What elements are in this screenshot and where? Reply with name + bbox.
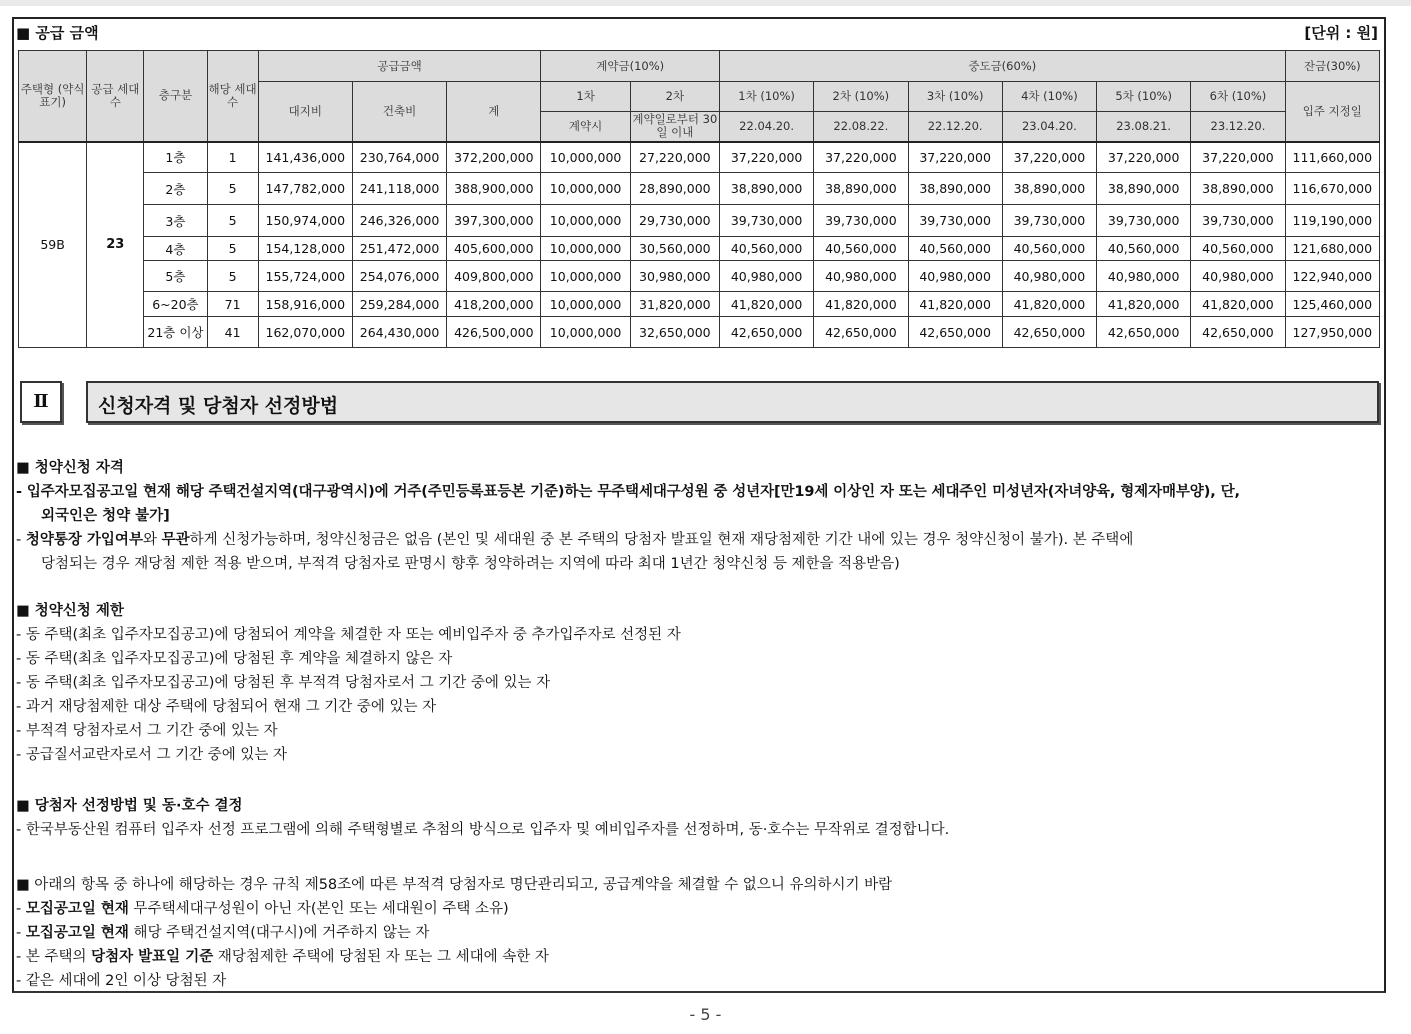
amount-cell: 41,820,000	[1097, 292, 1191, 317]
amount-cell: 39,730,000	[1002, 205, 1096, 237]
floor-cell: 2층	[144, 173, 207, 205]
amount-cell: 38,890,000	[719, 173, 813, 205]
text: 해당 주택건설지역(대구시)에 거주하지 않는 자	[128, 925, 430, 941]
col-contract-1-when: 계약시	[541, 112, 630, 142]
amount-cell: 127,950,000	[1285, 317, 1379, 348]
amount-cell: 10,000,000	[541, 237, 630, 261]
list-item: - 동 주택(최초 입주자모집공고)에 당첨된 후 계약을 체결하지 않은 자	[16, 651, 453, 667]
col-middle-6-date: 23.12.20.	[1191, 112, 1285, 142]
amount-cell: 40,980,000	[1097, 261, 1191, 292]
amount-cell: 264,430,000	[352, 317, 446, 348]
type-cell: 59B	[19, 142, 87, 348]
list-item: - 동 주택(최초 입주자모집공고)에 당첨되어 계약을 체결한 자 또는 예비입주자 중 추가입주자로 선정된 자	[16, 627, 681, 643]
amount-cell: 32,650,000	[630, 317, 719, 348]
amount-cell: 10,000,000	[541, 142, 630, 173]
col-balance: 잔금(30%)	[1285, 51, 1379, 82]
amount-cell: 251,472,000	[352, 237, 446, 261]
amount-cell: 38,890,000	[1002, 173, 1096, 205]
amount-cell: 38,890,000	[1097, 173, 1191, 205]
col-middle-5-date: 23.08.21.	[1097, 112, 1191, 142]
text: 무주택세대구성원이 아닌 자(본인 또는 세대원이 주택 소유)	[128, 901, 509, 917]
amount-cell: 259,284,000	[352, 292, 446, 317]
amount-cell: 41,820,000	[1191, 292, 1285, 317]
list-item: - 과거 재당첨제한 대상 주택에 당첨되어 현재 그 기간 중에 있는 자	[16, 699, 437, 715]
amount-cell: 29,730,000	[630, 205, 719, 237]
units-cell: 5	[207, 261, 258, 292]
amount-cell: 37,220,000	[719, 142, 813, 173]
units-cell: 5	[207, 205, 258, 237]
text: - 본 주택의	[16, 949, 92, 965]
amount-cell: 119,190,000	[1285, 205, 1379, 237]
amount-cell: 158,916,000	[258, 292, 352, 317]
chapter-title-box	[86, 381, 1379, 423]
amount-cell: 405,600,000	[447, 237, 541, 261]
amount-cell: 30,980,000	[630, 261, 719, 292]
qualification-section	[16, 456, 1378, 576]
amount-cell: 37,220,000	[1191, 142, 1285, 173]
table-row	[19, 317, 1380, 348]
amount-cell: 162,070,000	[258, 317, 352, 348]
col-units: 해당 세대수	[207, 51, 258, 142]
floor-cell: 3층	[144, 205, 207, 237]
amount-cell: 41,820,000	[719, 292, 813, 317]
section-title: ■ 공급 금액	[16, 24, 99, 42]
list-item	[16, 945, 1378, 969]
amount-cell: 125,460,000	[1285, 292, 1379, 317]
units-cell: 1	[207, 142, 258, 173]
col-middle-2-date: 22.08.22.	[814, 112, 908, 142]
amount-cell: 42,650,000	[719, 317, 813, 348]
amount-cell: 38,890,000	[1191, 173, 1285, 205]
amount-cell: 426,500,000	[447, 317, 541, 348]
qualification-heading: ■ 청약신청 자격	[16, 460, 124, 476]
supply-units-cell: 23	[87, 142, 144, 348]
amount-cell: 230,764,000	[352, 142, 446, 173]
amount-cell: 254,076,000	[352, 261, 446, 292]
unit-label: [단위 : 원]	[1304, 24, 1378, 42]
table-row	[19, 173, 1380, 205]
amount-cell: 150,974,000	[258, 205, 352, 237]
list-item	[16, 921, 1378, 945]
col-balance-when: 입주 지정일	[1285, 82, 1379, 142]
amount-cell: 122,940,000	[1285, 261, 1379, 292]
selection-heading: ■ 당첨자 선정방법 및 동·호수 결정	[16, 798, 243, 814]
units-cell: 41	[207, 317, 258, 348]
units-cell: 71	[207, 292, 258, 317]
table-row	[19, 237, 1380, 261]
amount-cell: 246,326,000	[352, 205, 446, 237]
supply-price-table	[18, 50, 1380, 348]
amount-cell: 10,000,000	[541, 261, 630, 292]
list-item: - 같은 세대에 2인 이상 당첨된 자	[16, 973, 227, 989]
col-contract-1: 1차	[541, 82, 630, 112]
amount-cell: 39,730,000	[1191, 205, 1285, 237]
col-middle-1-date: 22.04.20.	[719, 112, 813, 142]
col-building: 건축비	[352, 82, 446, 142]
amount-cell: 39,730,000	[1097, 205, 1191, 237]
amount-cell: 42,650,000	[1097, 317, 1191, 348]
amount-cell: 41,820,000	[814, 292, 908, 317]
list-item: - 공급질서교란자로서 그 기간 중에 있는 자	[16, 747, 288, 763]
amount-cell: 388,900,000	[447, 173, 541, 205]
floor-cell: 6~20층	[144, 292, 207, 317]
amount-cell: 38,890,000	[814, 173, 908, 205]
col-total: 계	[447, 82, 541, 142]
amount-cell: 241,118,000	[352, 173, 446, 205]
list-item: - 한국부동산원 컴퓨터 입주자 선정 프로그램에 의해 주택형별로 추첨의 방식으로 입주자 및 예비입주자를 선정하며, 동·호수는 무작위로 결정합니다.	[16, 822, 950, 838]
amount-cell: 116,670,000	[1285, 173, 1379, 205]
amount-cell: 27,220,000	[630, 142, 719, 173]
dash: -	[16, 925, 26, 941]
supply-price-header	[16, 22, 1378, 44]
amount-cell: 409,800,000	[447, 261, 541, 292]
emphasis: 당첨자 발표일 기준	[91, 949, 214, 965]
qualification-line-1: - 입주자모집공고일 현재 해당 주택건설지역(대구광역시)에 거주(주민등록표등본 기준)하는 무주택세대구성원 중 성년자[만19세 이상인 자 또는 세대주인 미성년자(자녀양육, 형제자매부양), 단,	[16, 484, 1240, 500]
amount-cell: 40,560,000	[814, 237, 908, 261]
col-contract-2-when: 계약일로부터 30일 이내	[630, 112, 719, 142]
amount-cell: 154,128,000	[258, 237, 352, 261]
dash: -	[16, 901, 26, 917]
amount-cell: 42,650,000	[1002, 317, 1096, 348]
col-supply-amount: 공급금액	[258, 51, 541, 82]
col-middle-5: 5차 (10%)	[1097, 82, 1191, 112]
amount-cell: 39,730,000	[814, 205, 908, 237]
amount-cell: 40,980,000	[814, 261, 908, 292]
amount-cell: 121,680,000	[1285, 237, 1379, 261]
floor-cell: 21층 이상	[144, 317, 207, 348]
amount-cell: 40,560,000	[1097, 237, 1191, 261]
dash: -	[16, 532, 26, 548]
amount-cell: 10,000,000	[541, 205, 630, 237]
amount-cell: 42,650,000	[1191, 317, 1285, 348]
chapter-numeral: Ⅱ	[20, 381, 62, 423]
amount-cell: 42,650,000	[814, 317, 908, 348]
col-middle-3-date: 22.12.20.	[908, 112, 1002, 142]
page-number: - 5 -	[689, 1005, 722, 1024]
amount-cell: 40,980,000	[1191, 261, 1285, 292]
amount-cell: 40,560,000	[1002, 237, 1096, 261]
list-item: - 동 주택(최초 입주자모집공고)에 당첨된 후 부적격 당첨자로서 그 기간 중에 있는 자	[16, 675, 551, 691]
text: 재당첨제한 주택에 당첨된 자 또는 그 세대에 속한 자	[213, 949, 549, 965]
amount-cell: 42,650,000	[908, 317, 1002, 348]
selection-section	[16, 794, 1378, 842]
table-row	[19, 292, 1380, 317]
floor-cell: 1층	[144, 142, 207, 173]
list-item: - 부적격 당첨자로서 그 기간 중에 있는 자	[16, 723, 278, 739]
amount-cell: 30,560,000	[630, 237, 719, 261]
amount-cell: 37,220,000	[814, 142, 908, 173]
table-row	[19, 142, 1380, 173]
col-middle-6: 6차 (10%)	[1191, 82, 1285, 112]
amount-cell: 37,220,000	[908, 142, 1002, 173]
emphasis: 청약통장 가입여부	[25, 532, 143, 548]
amount-cell: 111,660,000	[1285, 142, 1379, 173]
floor-cell: 5층	[144, 261, 207, 292]
floor-cell: 4층	[144, 237, 207, 261]
ineligible-section	[16, 873, 1378, 993]
text: 하게 신청가능하며, 청약신청금은 없음 (본인 및 세대원 중 본 주택의 당첨자 발표일 현재 재당첨제한 기간 내에 있는 경우 청약신청이 불가). 본 주택에	[189, 532, 1134, 548]
col-land: 대지비	[258, 82, 352, 142]
amount-cell: 38,890,000	[908, 173, 1002, 205]
col-middle-1: 1차 (10%)	[719, 82, 813, 112]
amount-cell: 39,730,000	[719, 205, 813, 237]
table-row	[19, 261, 1380, 292]
amount-cell: 40,980,000	[719, 261, 813, 292]
amount-cell: 40,560,000	[1191, 237, 1285, 261]
amount-cell: 40,980,000	[1002, 261, 1096, 292]
col-middle-4: 4차 (10%)	[1002, 82, 1096, 112]
col-middle-3: 3차 (10%)	[908, 82, 1002, 112]
amount-cell: 28,890,000	[630, 173, 719, 205]
amount-cell: 10,000,000	[541, 317, 630, 348]
col-middle-4-date: 23.04.20.	[1002, 112, 1096, 142]
price-table-body	[19, 142, 1380, 348]
ineligible-heading: ■ 아래의 항목 중 하나에 해당하는 경우 규칙 제58조에 따른 부적격 당첨자로 명단관리되고, 공급계약을 체결할 수 없으니 유의하시기 바람	[16, 877, 893, 893]
amount-cell: 372,200,000	[447, 142, 541, 173]
amount-cell: 31,820,000	[630, 292, 719, 317]
list-item	[16, 897, 1378, 921]
col-type: 주택형 (약식표기)	[19, 51, 87, 142]
amount-cell: 155,724,000	[258, 261, 352, 292]
restriction-section	[16, 599, 1378, 767]
qualification-line-2	[16, 528, 1378, 552]
amount-cell: 397,300,000	[447, 205, 541, 237]
amount-cell: 10,000,000	[541, 292, 630, 317]
units-cell: 5	[207, 237, 258, 261]
col-middle: 중도금(60%)	[719, 51, 1285, 82]
amount-cell: 37,220,000	[1002, 142, 1096, 173]
table-row	[19, 205, 1380, 237]
amount-cell: 40,560,000	[908, 237, 1002, 261]
amount-cell: 39,730,000	[908, 205, 1002, 237]
restriction-heading: ■ 청약신청 제한	[16, 603, 124, 619]
amount-cell: 40,560,000	[719, 237, 813, 261]
col-supply-units: 공급 세대수	[87, 51, 144, 142]
chapter-title: 신청자격 및 당첨자 선정방법	[98, 395, 339, 417]
units-cell: 5	[207, 173, 258, 205]
col-floor: 층구분	[144, 51, 207, 142]
amount-cell: 418,200,000	[447, 292, 541, 317]
amount-cell: 147,782,000	[258, 173, 352, 205]
emphasis: 모집공고일 현재	[25, 925, 129, 941]
qualification-line-2b: 당첨되는 경우 재당첨 제한 적용 받으며, 부적격 당첨자로 판명시 향후 청약하려는 지역에 따라 최대 1년간 청약신청 등 제한을 적용받음)	[41, 556, 900, 572]
qualification-line-1b: 외국인은 청약 불가]	[41, 508, 170, 524]
text: 와	[142, 532, 162, 548]
amount-cell: 141,436,000	[258, 142, 352, 173]
amount-cell: 37,220,000	[1097, 142, 1191, 173]
amount-cell: 41,820,000	[908, 292, 1002, 317]
top-edge	[0, 0, 1411, 6]
emphasis: 무관	[161, 532, 190, 548]
amount-cell: 40,980,000	[908, 261, 1002, 292]
col-contract: 계약금(10%)	[541, 51, 720, 82]
col-middle-2: 2차 (10%)	[814, 82, 908, 112]
emphasis: 모집공고일 현재	[25, 901, 129, 917]
col-contract-2: 2차	[630, 82, 719, 112]
amount-cell: 41,820,000	[1002, 292, 1096, 317]
amount-cell: 10,000,000	[541, 173, 630, 205]
